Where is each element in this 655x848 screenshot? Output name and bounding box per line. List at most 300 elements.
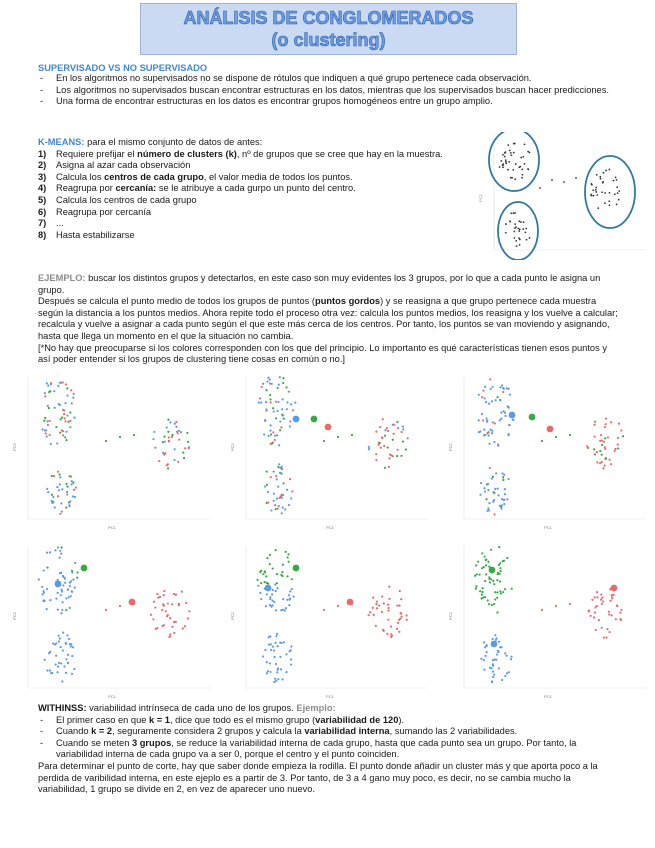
scatter-point bbox=[390, 625, 392, 627]
scatter-point bbox=[610, 614, 612, 616]
x-axis-label: PC1 bbox=[108, 694, 116, 699]
scatter-point bbox=[498, 641, 500, 643]
scatter-point bbox=[60, 553, 62, 555]
scatter-point bbox=[510, 656, 512, 658]
scatter-point bbox=[482, 597, 484, 599]
scatter-point bbox=[277, 587, 279, 589]
x-axis-label: PC1 bbox=[326, 694, 334, 699]
scatter-point bbox=[614, 450, 616, 452]
scatter-point bbox=[501, 384, 503, 386]
scatter-point bbox=[402, 440, 404, 442]
scatter-point bbox=[57, 666, 59, 668]
scatter-point bbox=[262, 573, 264, 575]
scatter-point bbox=[382, 418, 384, 420]
scatter-point bbox=[608, 169, 610, 171]
y-axis-label: PC2 bbox=[448, 443, 453, 451]
centroid-point bbox=[509, 412, 516, 419]
list-item: - Cuando se meten 3 grupos, se reduce la variabilidad interna de cada grupo, hasta que cada punto sea un grupo. Por tanto, la variabilidad interna de cada grupo va a ser 0, porque el centro y el punto coinciden. bbox=[38, 738, 618, 761]
scatter-point bbox=[288, 561, 290, 563]
scatter-point bbox=[506, 387, 508, 389]
scatter-point bbox=[501, 504, 503, 506]
scatter-point bbox=[289, 598, 291, 600]
scatter-point bbox=[492, 421, 494, 423]
scatter-point bbox=[63, 413, 65, 415]
example-p3: [*No hay que preocuparse si los colores corresponden con los que del principio. Lo importanto es qué características tienen esos puntos y así poder entender si los grupos de clustering tiene cosas en común o no.] bbox=[38, 342, 607, 365]
scatter-point bbox=[279, 420, 281, 422]
scatter-point bbox=[275, 663, 277, 665]
cluster-iteration-plot bbox=[446, 371, 650, 533]
scatter-point bbox=[597, 207, 599, 209]
scatter-point bbox=[378, 604, 380, 606]
scatter-point bbox=[69, 500, 71, 502]
scatter-point bbox=[594, 436, 596, 438]
scatter-point bbox=[601, 597, 603, 599]
scatter-point bbox=[485, 573, 487, 575]
scatter-point bbox=[481, 552, 483, 554]
scatter-point bbox=[618, 199, 620, 201]
scatter-point bbox=[169, 633, 171, 635]
scatter-point bbox=[608, 631, 610, 633]
scatter-point bbox=[510, 658, 512, 660]
scatter-point bbox=[46, 608, 48, 610]
scatter-point bbox=[71, 590, 73, 592]
scatter-point bbox=[272, 441, 274, 443]
scatter-point bbox=[489, 667, 491, 669]
scatter-point bbox=[166, 426, 168, 428]
scatter-point bbox=[595, 629, 597, 631]
scatter-point bbox=[617, 447, 619, 449]
scatter-point bbox=[387, 430, 389, 432]
scatter-point bbox=[269, 394, 271, 396]
scatter-point bbox=[500, 592, 502, 594]
scatter-point bbox=[484, 397, 486, 399]
scatter-point bbox=[175, 594, 177, 596]
scatter-point bbox=[504, 488, 506, 490]
scatter-point bbox=[492, 671, 494, 673]
scatter-point bbox=[290, 403, 292, 405]
kmeans-steps bbox=[38, 149, 470, 242]
scatter-point bbox=[405, 614, 407, 616]
scatter-point bbox=[169, 421, 171, 423]
scatter-point bbox=[67, 662, 69, 664]
scatter-point bbox=[337, 436, 339, 438]
scatter-point bbox=[527, 151, 529, 153]
scatter-point bbox=[280, 472, 282, 474]
scatter-point bbox=[384, 429, 386, 431]
scatter-point bbox=[286, 575, 288, 577]
scatter-point bbox=[541, 609, 543, 611]
scatter-point bbox=[67, 421, 69, 423]
scatter-point bbox=[49, 420, 51, 422]
scatter-point bbox=[167, 419, 169, 421]
scatter-point bbox=[478, 419, 480, 421]
scatter-point bbox=[594, 421, 596, 423]
scatter-point bbox=[64, 578, 66, 580]
scatter-point bbox=[62, 584, 64, 586]
scatter-point bbox=[481, 413, 483, 415]
scatter-point bbox=[379, 426, 381, 428]
centroid-point bbox=[611, 585, 618, 592]
scatter-point bbox=[268, 636, 270, 638]
scatter-point bbox=[502, 479, 504, 481]
scatter-point bbox=[513, 212, 515, 214]
scatter-point bbox=[293, 595, 295, 597]
scatter-point bbox=[260, 402, 262, 404]
scatter-point bbox=[499, 166, 501, 168]
scatter-point bbox=[272, 431, 274, 433]
scatter-point bbox=[65, 609, 67, 611]
scatter-point bbox=[499, 386, 501, 388]
scatter-point bbox=[602, 600, 604, 602]
scatter-point bbox=[150, 614, 152, 616]
scatter-point bbox=[387, 619, 389, 621]
scatter-point bbox=[291, 490, 293, 492]
scatter-point bbox=[387, 610, 389, 612]
scatter-point bbox=[59, 483, 61, 485]
scatter-point bbox=[289, 478, 291, 480]
list-item: - En los algoritmos no supervisados no se dispone de rótulos que indiquen a qué grupo pertenece cada observación. bbox=[38, 73, 618, 85]
scatter-point bbox=[277, 669, 279, 671]
scatter-point bbox=[596, 174, 598, 176]
scatter-point bbox=[71, 402, 73, 404]
scatter-point bbox=[46, 566, 48, 568]
scatter-point bbox=[615, 176, 617, 178]
scatter-point bbox=[521, 168, 523, 170]
scatter-point bbox=[611, 595, 613, 597]
scatter-point bbox=[43, 599, 45, 601]
example-p1: buscar los distintos grupos y detectarlos, en este caso son muy evidentes los 3 grupos, por lo que a cada punto le asigna un grupo. bbox=[38, 273, 601, 295]
scatter-point bbox=[384, 435, 386, 437]
scatter-point bbox=[620, 619, 622, 621]
scatter-point bbox=[45, 429, 47, 431]
scatter-point bbox=[184, 625, 186, 627]
scatter-point bbox=[272, 589, 274, 591]
scatter-point bbox=[524, 163, 526, 165]
scatter-point bbox=[280, 426, 282, 428]
scatter-point bbox=[595, 187, 597, 189]
scatter-point bbox=[51, 672, 53, 674]
scatter-point bbox=[61, 510, 63, 512]
scatter-point bbox=[56, 486, 58, 488]
scatter-point bbox=[337, 605, 339, 607]
scatter-point bbox=[283, 641, 285, 643]
scatter-point bbox=[69, 585, 71, 587]
scatter-point bbox=[271, 600, 273, 602]
scatter-point bbox=[527, 169, 529, 171]
scatter-point bbox=[551, 179, 553, 181]
scatter-point bbox=[503, 474, 505, 476]
scatter-point bbox=[44, 395, 46, 397]
scatter-point bbox=[600, 434, 602, 436]
kmeans-step: 7) ... bbox=[38, 218, 64, 229]
scatter-point bbox=[60, 418, 62, 420]
scatter-point bbox=[60, 612, 62, 614]
scatter-point bbox=[71, 480, 73, 482]
scatter-point bbox=[291, 578, 293, 580]
scatter-point bbox=[514, 178, 516, 180]
scatter-point bbox=[282, 382, 284, 384]
scatter-point bbox=[622, 435, 624, 437]
scatter-point bbox=[269, 598, 271, 600]
scatter-point bbox=[515, 240, 517, 242]
scatter-point bbox=[163, 436, 165, 438]
scatter-point bbox=[289, 425, 291, 427]
scatter-point bbox=[494, 634, 496, 636]
scatter-point bbox=[259, 397, 261, 399]
scatter-point bbox=[614, 448, 616, 450]
scatter-point bbox=[493, 583, 495, 585]
scatter-point bbox=[165, 610, 167, 612]
scatter-point bbox=[154, 447, 156, 449]
cluster-ellipse bbox=[489, 132, 539, 191]
scatter-point bbox=[521, 177, 523, 179]
scatter-point bbox=[501, 472, 503, 474]
scatter-point bbox=[392, 439, 394, 441]
scatter-point bbox=[178, 604, 180, 606]
kmeans-step: 1) Requiere prefijar el número de clusters (k), nº de grupos que se cree que hay en la muestra. bbox=[38, 148, 443, 159]
scatter-point bbox=[76, 571, 78, 573]
scatter-point bbox=[188, 610, 190, 612]
scatter-point bbox=[265, 575, 267, 577]
scatter-point bbox=[478, 574, 480, 576]
scatter-point bbox=[288, 604, 290, 606]
scatter-point bbox=[63, 665, 65, 667]
scatter-point bbox=[275, 590, 277, 592]
scatter-point bbox=[57, 546, 59, 548]
scatter-point bbox=[489, 467, 491, 469]
cluster-iteration-plot bbox=[446, 540, 650, 702]
scatter-point bbox=[275, 401, 277, 403]
scatter-point bbox=[400, 598, 402, 600]
scatter-point bbox=[491, 478, 493, 480]
list-item: - Una forma de encontrar estructuras en los datos es encontrar grupos homogéneos entre un grupo amplio. bbox=[38, 96, 618, 108]
scatter-point bbox=[376, 607, 378, 609]
scatter-point bbox=[516, 245, 518, 247]
supervised-heading: SUPERVISADO VS NO SUPERVISADO bbox=[38, 63, 208, 73]
scatter-point bbox=[501, 498, 503, 500]
scatter-point bbox=[602, 181, 604, 183]
scatter-point bbox=[58, 640, 60, 642]
centroid-point bbox=[265, 585, 272, 592]
scatter-point bbox=[484, 646, 486, 648]
scatter-point bbox=[400, 612, 402, 614]
scatter-point bbox=[266, 502, 268, 504]
scatter-point bbox=[270, 509, 272, 511]
scatter-point bbox=[105, 609, 107, 611]
scatter-point bbox=[73, 668, 75, 670]
scatter-point bbox=[51, 475, 53, 477]
scatter-point bbox=[525, 231, 527, 233]
scatter-point bbox=[273, 656, 275, 658]
scatter-point bbox=[71, 483, 73, 485]
scatter-point bbox=[477, 561, 479, 563]
withinss-intro: variabilidad intrínseca de cada uno de los grupos. bbox=[86, 703, 297, 713]
scatter-point bbox=[279, 376, 281, 378]
scatter-point bbox=[175, 426, 177, 428]
scatter-point bbox=[269, 604, 271, 606]
scatter-point bbox=[171, 434, 173, 436]
scatter-point bbox=[268, 644, 270, 646]
scatter-point bbox=[593, 448, 595, 450]
scatter-point bbox=[509, 220, 511, 222]
scatter-point bbox=[176, 431, 178, 433]
scatter-point bbox=[267, 491, 269, 493]
scatter-point bbox=[373, 614, 375, 616]
scatter-point bbox=[587, 447, 589, 449]
scatter-point bbox=[263, 433, 265, 435]
scatter-point bbox=[157, 597, 159, 599]
scatter-point bbox=[383, 445, 385, 447]
scatter-point bbox=[487, 483, 489, 485]
scatter-point bbox=[496, 591, 498, 593]
scatter-point bbox=[46, 588, 48, 590]
scatter-point bbox=[600, 178, 602, 180]
scatter-point bbox=[609, 192, 611, 194]
scatter-point bbox=[608, 459, 610, 461]
scatter-point bbox=[588, 610, 590, 612]
scatter-point bbox=[71, 673, 73, 675]
scatter-point bbox=[402, 428, 404, 430]
scatter-point bbox=[279, 656, 281, 658]
scatter-point bbox=[260, 598, 262, 600]
kmeans-scatter-plot bbox=[478, 132, 648, 260]
scatter-point bbox=[274, 504, 276, 506]
scatter-point bbox=[263, 581, 265, 583]
scatter-point bbox=[277, 486, 279, 488]
scatter-point bbox=[52, 642, 54, 644]
centroid-point bbox=[547, 426, 554, 433]
scatter-point bbox=[66, 387, 68, 389]
scatter-point bbox=[174, 423, 176, 425]
scatter-point bbox=[489, 378, 491, 380]
scatter-point bbox=[488, 509, 490, 511]
scatter-point bbox=[74, 586, 76, 588]
scatter-point bbox=[607, 436, 609, 438]
scatter-point bbox=[269, 662, 271, 664]
scatter-point bbox=[616, 203, 618, 205]
scatter-point bbox=[273, 410, 275, 412]
scatter-point bbox=[264, 485, 266, 487]
scatter-point bbox=[279, 641, 281, 643]
scatter-point bbox=[594, 611, 596, 613]
scatter-point bbox=[265, 605, 267, 607]
scatter-point bbox=[43, 569, 45, 571]
scatter-point bbox=[45, 432, 47, 434]
scatter-point bbox=[290, 658, 292, 660]
scatter-point bbox=[481, 396, 483, 398]
scatter-point bbox=[611, 597, 613, 599]
scatter-point bbox=[492, 476, 494, 478]
scatter-point bbox=[274, 678, 276, 680]
scatter-point bbox=[66, 634, 68, 636]
scatter-point bbox=[517, 228, 519, 230]
scatter-point bbox=[522, 228, 524, 230]
scatter-point bbox=[504, 588, 506, 590]
scatter-point bbox=[515, 163, 517, 165]
scatter-point bbox=[513, 231, 515, 233]
scatter-point bbox=[497, 572, 499, 574]
scatter-point bbox=[67, 654, 69, 656]
scatter-point bbox=[258, 401, 260, 403]
scatter-point bbox=[55, 642, 57, 644]
scatter-point bbox=[488, 576, 490, 578]
scatter-point bbox=[487, 507, 489, 509]
scatter-point bbox=[286, 489, 288, 491]
scatter-point bbox=[267, 377, 269, 379]
scatter-point bbox=[494, 422, 496, 424]
scatter-point bbox=[133, 434, 135, 436]
scatter-point bbox=[282, 507, 284, 509]
scatter-point bbox=[273, 500, 275, 502]
scatter-point bbox=[488, 403, 490, 405]
scatter-point bbox=[494, 591, 496, 593]
scatter-point bbox=[603, 441, 605, 443]
scatter-point bbox=[69, 420, 71, 422]
scatter-point bbox=[69, 426, 71, 428]
scatter-point bbox=[289, 650, 291, 652]
scatter-point bbox=[188, 446, 190, 448]
scatter-point bbox=[66, 414, 68, 416]
scatter-point bbox=[59, 638, 61, 640]
scatter-point bbox=[73, 417, 75, 419]
scatter-point bbox=[288, 391, 290, 393]
scatter-point bbox=[173, 621, 175, 623]
scatter-point bbox=[259, 592, 261, 594]
scatter-point bbox=[555, 605, 557, 607]
scatter-point bbox=[484, 580, 486, 582]
scatter-point bbox=[485, 564, 487, 566]
scatter-point bbox=[555, 436, 557, 438]
scatter-point bbox=[496, 396, 498, 398]
scatter-point bbox=[46, 382, 48, 384]
scatter-point bbox=[600, 599, 602, 601]
scatter-point bbox=[46, 552, 48, 554]
scatter-point bbox=[164, 452, 166, 454]
scatter-point bbox=[61, 488, 63, 490]
x-axis-label: PC1 bbox=[108, 525, 116, 530]
scatter-point bbox=[387, 604, 389, 606]
scatter-point bbox=[398, 604, 400, 606]
scatter-point bbox=[167, 467, 169, 469]
scatter-point bbox=[169, 617, 171, 619]
scatter-point bbox=[497, 488, 499, 490]
scatter-point bbox=[493, 513, 495, 515]
example-p2b: puntos gordos bbox=[315, 296, 381, 307]
scatter-point bbox=[69, 607, 71, 609]
scatter-point bbox=[55, 598, 57, 600]
scatter-point bbox=[262, 655, 264, 657]
scatter-point bbox=[59, 476, 61, 478]
cluster-iteration-plot bbox=[228, 540, 432, 702]
scatter-point bbox=[506, 672, 508, 674]
scatter-point bbox=[396, 455, 398, 457]
scatter-point bbox=[484, 434, 486, 436]
kmeans-intro: para el mismo conjunto de datos de antes: bbox=[84, 137, 263, 147]
scatter-point bbox=[606, 628, 608, 630]
scatter-point bbox=[276, 478, 278, 480]
scatter-point bbox=[499, 580, 501, 582]
scatter-point bbox=[269, 398, 271, 400]
scatter-point bbox=[512, 169, 514, 171]
scatter-point bbox=[476, 573, 478, 575]
scatter-point bbox=[512, 418, 514, 420]
scatter-point bbox=[46, 488, 48, 490]
scatter-point bbox=[593, 616, 595, 618]
scatter-point bbox=[65, 672, 67, 674]
scatter-point bbox=[270, 424, 272, 426]
scatter-point bbox=[65, 439, 67, 441]
scatter-point bbox=[488, 443, 490, 445]
